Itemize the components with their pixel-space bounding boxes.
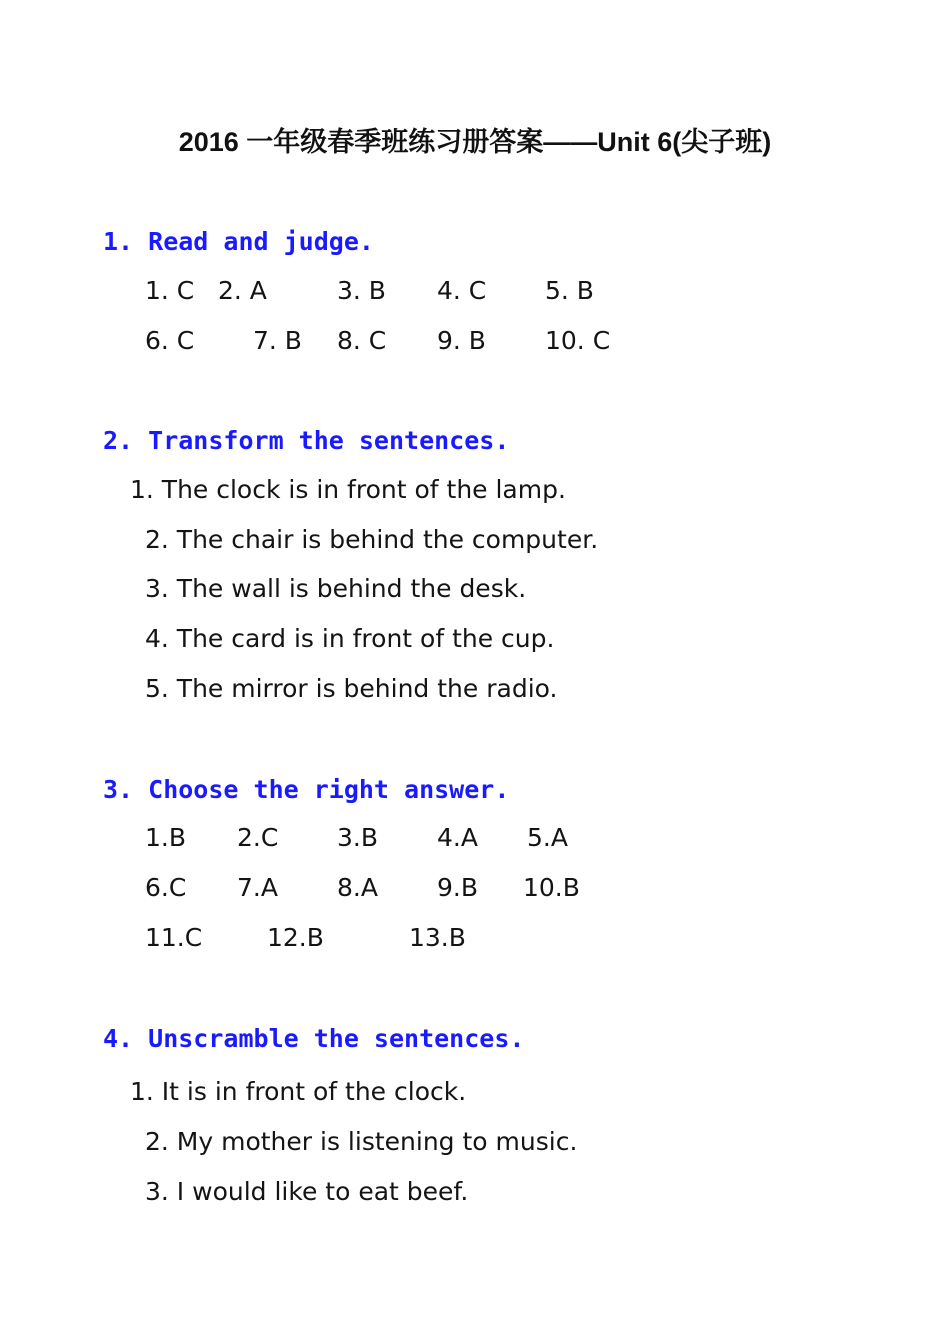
answer-item: 4. C: [437, 276, 487, 305]
answer-item: 4.A: [437, 823, 478, 852]
page-title: 2016 一年级春季班练习册答案——Unit 6(尖子班): [178, 127, 772, 157]
sentence-item: 1. It is in front of the clock.: [130, 1077, 467, 1106]
sentence-item: 3. The wall is behind the desk.: [145, 574, 527, 603]
sentence-item: 2. The chair is behind the computer.: [145, 525, 599, 554]
section-1-heading: 1. Read and judge.: [103, 227, 374, 256]
answer-item: 1. C: [145, 276, 195, 305]
section-3-heading: 3. Choose the right answer.: [103, 775, 510, 804]
answer-item: 8. C: [337, 326, 387, 355]
answer-item: 2. A: [218, 276, 267, 305]
answer-item: 11.C: [145, 923, 203, 952]
answer-item: 1.B: [145, 823, 187, 852]
answer-item: 13.B: [409, 923, 466, 952]
answer-item: 3.B: [337, 823, 379, 852]
answer-item: 7. B: [253, 326, 302, 355]
answer-item: 9. B: [437, 326, 486, 355]
section-2-heading: 2. Transform the sentences.: [103, 426, 510, 455]
answer-item: 5. B: [545, 276, 594, 305]
answer-item: 10. C: [545, 326, 611, 355]
section-4-heading: 4. Unscramble the sentences.: [103, 1024, 525, 1053]
answer-item: 7.A: [237, 873, 278, 902]
answer-item: 5.A: [527, 823, 568, 852]
answer-item: 6.C: [145, 873, 187, 902]
answer-item: 3. B: [337, 276, 386, 305]
sentence-item: 4. The card is in front of the cup.: [145, 624, 555, 653]
sentence-item: 1. The clock is in front of the lamp.: [130, 475, 566, 504]
answer-item: 12.B: [267, 923, 324, 952]
answer-item: 10.B: [523, 873, 580, 902]
answer-item: 6. C: [145, 326, 195, 355]
answer-item: 9.B: [437, 873, 479, 902]
answer-item: 8.A: [337, 873, 378, 902]
sentence-item: 5. The mirror is behind the radio.: [145, 674, 558, 703]
sentence-item: 2. My mother is listening to music.: [145, 1127, 578, 1156]
sentence-item: 3. I would like to eat beef.: [145, 1177, 469, 1206]
answer-item: 2.C: [237, 823, 279, 852]
